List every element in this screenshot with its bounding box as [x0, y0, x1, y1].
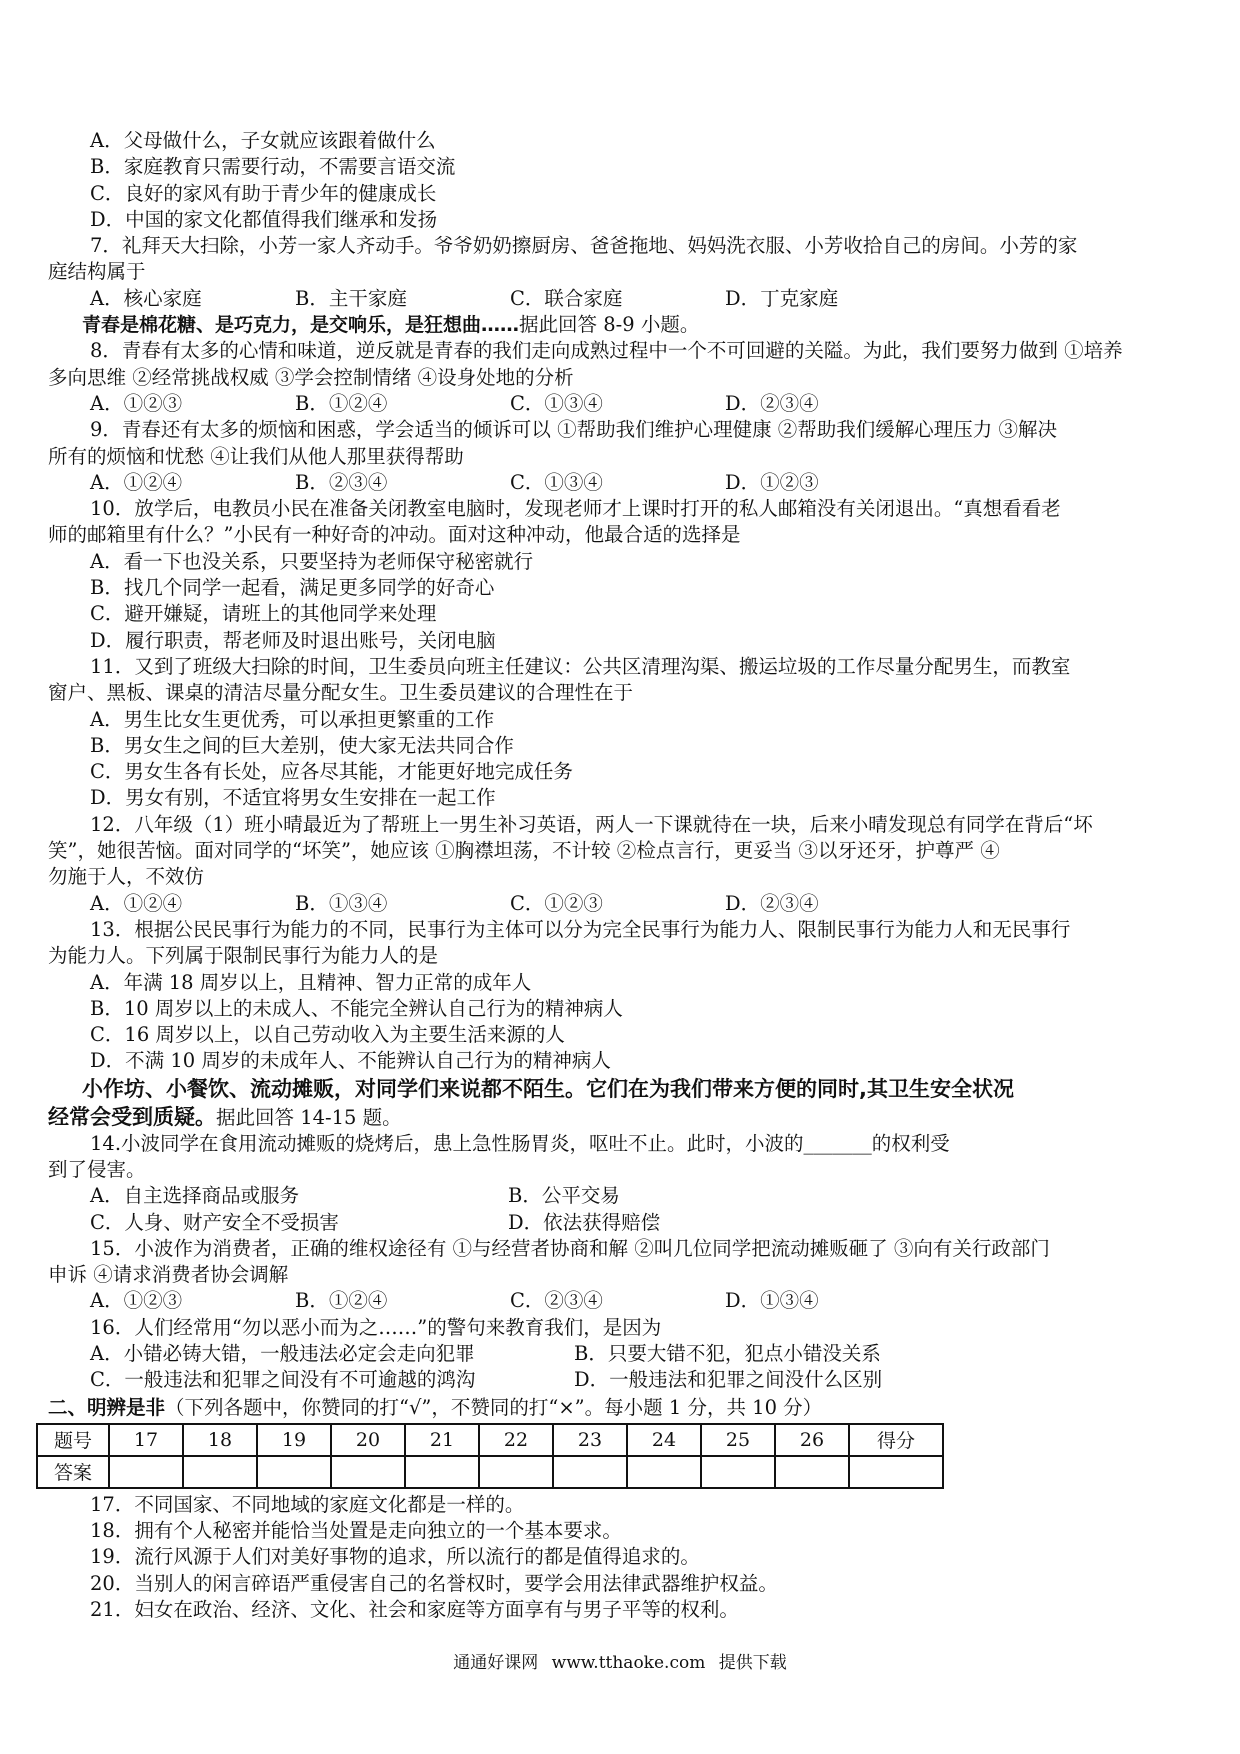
q14-option-d: D．依法获得赔偿 [508, 1210, 661, 1234]
q10-stem-line2: 师的邮箱里有什么？”小民有一种好奇的冲动。面对这种冲动，他最合适的选择是 [48, 523, 741, 547]
passage-8-9-rest: 据此回答 8-9 小题。 [519, 313, 700, 337]
q6-option-d: D．中国的家文化都值得我们继承和发扬 [90, 207, 438, 231]
q7-stem-line1: 7．礼拜天大扫除，小芳一家人齐动手。爷爷奶奶擦厨房、爸爸拖地、妈妈洗衣服、小芳收拾自己的房间。小芳的家 [90, 234, 1078, 258]
answer-table-number: 22 [479, 1424, 553, 1456]
q9-option-a: A．①②④ [90, 470, 183, 494]
q12-options [48, 891, 1200, 917]
answer-table-row1-label: 题号 [37, 1424, 109, 1456]
q12-stem-line3: 勿施于人，不效仿 [48, 865, 205, 889]
answer-cell[interactable] [775, 1456, 849, 1488]
section2-heading [48, 1394, 1200, 1422]
answer-table-score-label: 得分 [849, 1424, 943, 1456]
q15-options [48, 1288, 1200, 1314]
footer-site-name: 通通好课网 [453, 1653, 539, 1673]
answer-table-number: 23 [553, 1424, 627, 1456]
q13-stem-line1: 13．根据公民民事行为能力的不同，民事行为主体可以分为完全民事行为能力人、限制民事行为能力人和无民事行 [90, 917, 1071, 941]
answer-table-number: 26 [775, 1424, 849, 1456]
q6-option-a: A．父母做什么，子女就应该跟着做什么 [90, 129, 436, 152]
q11-option-d: D．男女有别，不适宜将男女生安排在一起工作 [90, 786, 496, 810]
q8-option-b: B．①②④ [295, 391, 388, 415]
passage-8-9 [48, 312, 1200, 338]
q16-options-row1 [48, 1341, 1200, 1367]
page-footer [0, 1648, 1240, 1673]
answer-table-number: 25 [701, 1424, 775, 1456]
passage-14-15-line2 [48, 1103, 1200, 1131]
answer-table [36, 1423, 944, 1489]
q11-option-b: B．男女生之间的巨大差别，使大家无法共同合作 [90, 733, 514, 757]
q12-option-a: A．①②④ [90, 891, 183, 915]
section2-instruction: （下列各题中，你赞同的打“√”，不赞同的打“×”。每小题 1 分，共 10 分） [165, 1395, 823, 1419]
q16-option-b: B．只要大错不犯，犯点小错没关系 [574, 1342, 881, 1366]
exam-content [48, 128, 1200, 1623]
q10-stem-line1: 10．放学后，电教员小民在准备关闭教室电脑时，发现老师才上课时打开的私人邮箱没有关闭退出。“真想看看老 [90, 497, 1061, 521]
q6-option-c: C．良好的家风有助于青少年的健康成长 [90, 181, 437, 205]
q8-stem-line1: 8．青春有太多的心情和味道，逆反就是青春的我们走向成熟过程中一个不可回避的关隘。为此，我们要努力做到 ①培养 [90, 339, 1123, 363]
answer-table-answer-row [37, 1456, 943, 1488]
q11-stem-line1: 11．又到了班级大扫除的时间，卫生委员向班主任建议：公共区清理沟渠、搬运垃圾的工作尽量分配男生，而教室 [90, 654, 1071, 678]
q14-option-a: A．自主选择商品或服务 [90, 1184, 300, 1208]
q11-option-c: C．男女生各有长处，应各尽其能，才能更好地完成任务 [90, 760, 573, 784]
q9-stem-line2: 所有的烦恼和忧愁 ④让我们从他人那里获得帮助 [48, 444, 464, 468]
q15-option-b: B．①②④ [295, 1289, 388, 1313]
q12-option-c: C．①②③ [510, 891, 603, 915]
passage-14-15-bold-line1: 小作坊、小餐饮、流动摊贩，对同学们来说都不陌生。它们在为我们带来方便的同时,其卫生安全状况 [82, 1076, 1014, 1101]
answer-table-number: 18 [183, 1424, 257, 1456]
q12-stem-line2: 笑”，她很苦恼。面对同学的“坏笑”，她应该 ①胸襟坦荡，不计较 ②检点言行，更妥当 ③以牙还牙，护尊严 ④ [48, 839, 1000, 863]
q15-option-d: D．①③④ [725, 1289, 819, 1313]
q13-option-c: C．16 周岁以上，以自己劳动收入为主要生活来源的人 [90, 1023, 565, 1047]
q8-options [48, 391, 1200, 417]
judgment-18: 18．拥有个人秘密并能恰当处置是走向独立的一个基本要求。 [90, 1518, 622, 1542]
answer-cell[interactable] [257, 1456, 331, 1488]
q9-stem-line1: 9．青春还有太多的烦恼和困惑，学会适当的倾诉可以 ①帮助我们维护心理健康 ②帮助我们缓解心理压力 ③解决 [90, 418, 1058, 442]
answer-cell[interactable] [627, 1456, 701, 1488]
footer-url[interactable]: www.tthaoke.com [551, 1653, 706, 1673]
q9-options [48, 470, 1200, 496]
q7-option-d: D．丁克家庭 [725, 286, 839, 310]
q8-option-d: D．②③④ [725, 391, 819, 415]
answer-cell[interactable] [479, 1456, 553, 1488]
q9-option-d: D．①②③ [725, 470, 819, 494]
answer-table-number: 19 [257, 1424, 331, 1456]
q14-stem-line1: 14.小波同学在食用流动摊贩的烧烤后，患上急性肠胃炎，呕吐不止。此时，小波的_______的权利受 [90, 1131, 950, 1155]
footer-suffix: 提供下载 [718, 1653, 787, 1673]
q16-options-row2 [48, 1367, 1200, 1393]
q15-option-a: A．①②③ [90, 1289, 183, 1313]
q11-stem-line2: 窗户、黑板、课桌的清洁尽量分配女生。卫生委员建议的合理性在于 [48, 681, 634, 705]
q13-option-a: A．年满 18 周岁以上，且精神、智力正常的成年人 [90, 970, 532, 994]
judgment-20: 20．当别人的闲言碎语严重侵害自己的名誉权时，要学会用法律武器维护权益。 [90, 1571, 778, 1595]
score-cell[interactable] [849, 1456, 943, 1488]
answer-cell[interactable] [109, 1456, 183, 1488]
q14-options-row1 [48, 1183, 1200, 1209]
q10-option-d: D．履行职责，帮老师及时退出账号，关闭电脑 [90, 628, 496, 652]
q14-option-b: B．公平交易 [508, 1184, 620, 1208]
q9-option-b: B．②③④ [295, 470, 388, 494]
q16-option-c: C．一般违法和犯罪之间没有不可逾越的鸿沟 [90, 1368, 476, 1392]
q6-option-b: B．家庭教育只需要行动，不需要言语交流 [90, 155, 456, 179]
judgment-21: 21．妇女在政治、经济、文化、社会和家庭等方面享有与男子平等的权利。 [90, 1597, 739, 1621]
q8-option-c: C．①③④ [510, 391, 603, 415]
answer-table-number: 21 [405, 1424, 479, 1456]
q16-option-a: A．小错必铸大错，一般违法必定会走向犯罪 [90, 1342, 475, 1366]
q13-option-b: B．10 周岁以上的未成人、不能完全辨认自己行为的精神病人 [90, 996, 623, 1020]
judgment-17: 17．不同国家、不同地域的家庭文化都是一样的。 [90, 1492, 525, 1516]
answer-cell[interactable] [405, 1456, 479, 1488]
q12-option-d: D．②③④ [725, 891, 819, 915]
section2-title: 二、明辨是非 [48, 1395, 166, 1419]
q10-option-c: C．避开嫌疑，请班上的其他同学来处理 [90, 602, 437, 626]
q7-option-b: B．主干家庭 [295, 286, 407, 310]
passage-14-15-bold-line2: 经常会受到质疑。 [48, 1104, 216, 1129]
answer-table-header-row [37, 1424, 943, 1456]
answer-table-number: 24 [627, 1424, 701, 1456]
q7-options [48, 286, 1200, 312]
answer-cell[interactable] [553, 1456, 627, 1488]
answer-table-number: 20 [331, 1424, 405, 1456]
q7-option-c: C．联合家庭 [510, 286, 623, 310]
answer-cell[interactable] [331, 1456, 405, 1488]
q15-stem-line1: 15．小波作为消费者，正确的维权途径有 ①与经营者协商和解 ②叫几位同学把流动摊贩砸了 ③向有关行政部门 [90, 1236, 1050, 1260]
judgment-19: 19．流行风源于人们对美好事物的追求，所以流行的都是值得追求的。 [90, 1545, 700, 1569]
q13-stem-line2: 为能力人。下列属于限制民事行为能力人的是 [48, 944, 439, 968]
answer-cell[interactable] [183, 1456, 257, 1488]
q16-stem: 16．人们经常用“勿以恶小而为之……”的警句来教育我们，是因为 [90, 1315, 662, 1339]
q13-option-d: D．不满 10 周岁的未成年人、不能辨认自己行为的精神病人 [90, 1049, 611, 1073]
q8-option-a: A．①②③ [90, 391, 183, 415]
q14-stem-line2: 到了侵害。 [48, 1157, 146, 1181]
q10-option-a: A．看一下也没关系，只要坚持为老师保守秘密就行 [90, 549, 534, 573]
q7-stem-line2: 庭结构属于 [48, 260, 146, 284]
q15-option-c: C．②③④ [510, 1289, 603, 1313]
q14-option-c: C．人身、财产安全不受损害 [90, 1210, 339, 1234]
q10-option-b: B．找几个同学一起看，满足更多同学的好奇心 [90, 576, 495, 600]
answer-table-number: 17 [109, 1424, 183, 1456]
passage-14-15-line1 [48, 1075, 1200, 1103]
q15-stem-line2: 申诉 ④请求消费者协会调解 [48, 1263, 289, 1287]
q11-option-a: A．男生比女生更优秀，可以承担更繁重的工作 [90, 707, 495, 731]
answer-table-row2-label: 答案 [37, 1456, 109, 1488]
q9-option-c: C．①③④ [510, 470, 603, 494]
q12-stem-line1: 12．八年级（1）班小晴最近为了帮班上一男生补习英语，两人一下课就待在一块，后来小晴发现总有同学在背后“坏 [90, 812, 1093, 836]
q12-option-b: B．①③④ [295, 891, 388, 915]
answer-cell[interactable] [701, 1456, 775, 1488]
q8-stem-line2: 多向思维 ②经常挑战权威 ③学会控制情绪 ④设身处地的分析 [48, 365, 574, 389]
q14-options-row2 [48, 1210, 1200, 1236]
q7-option-a: A．核心家庭 [90, 286, 202, 310]
q16-option-d: D．一般违法和犯罪之间没什么区别 [574, 1368, 883, 1392]
passage-8-9-bold: 青春是棉花糖、是巧克力，是交响乐，是狂想曲…… [82, 314, 520, 337]
passage-14-15-rest: 据此回答 14-15 题。 [216, 1105, 402, 1129]
